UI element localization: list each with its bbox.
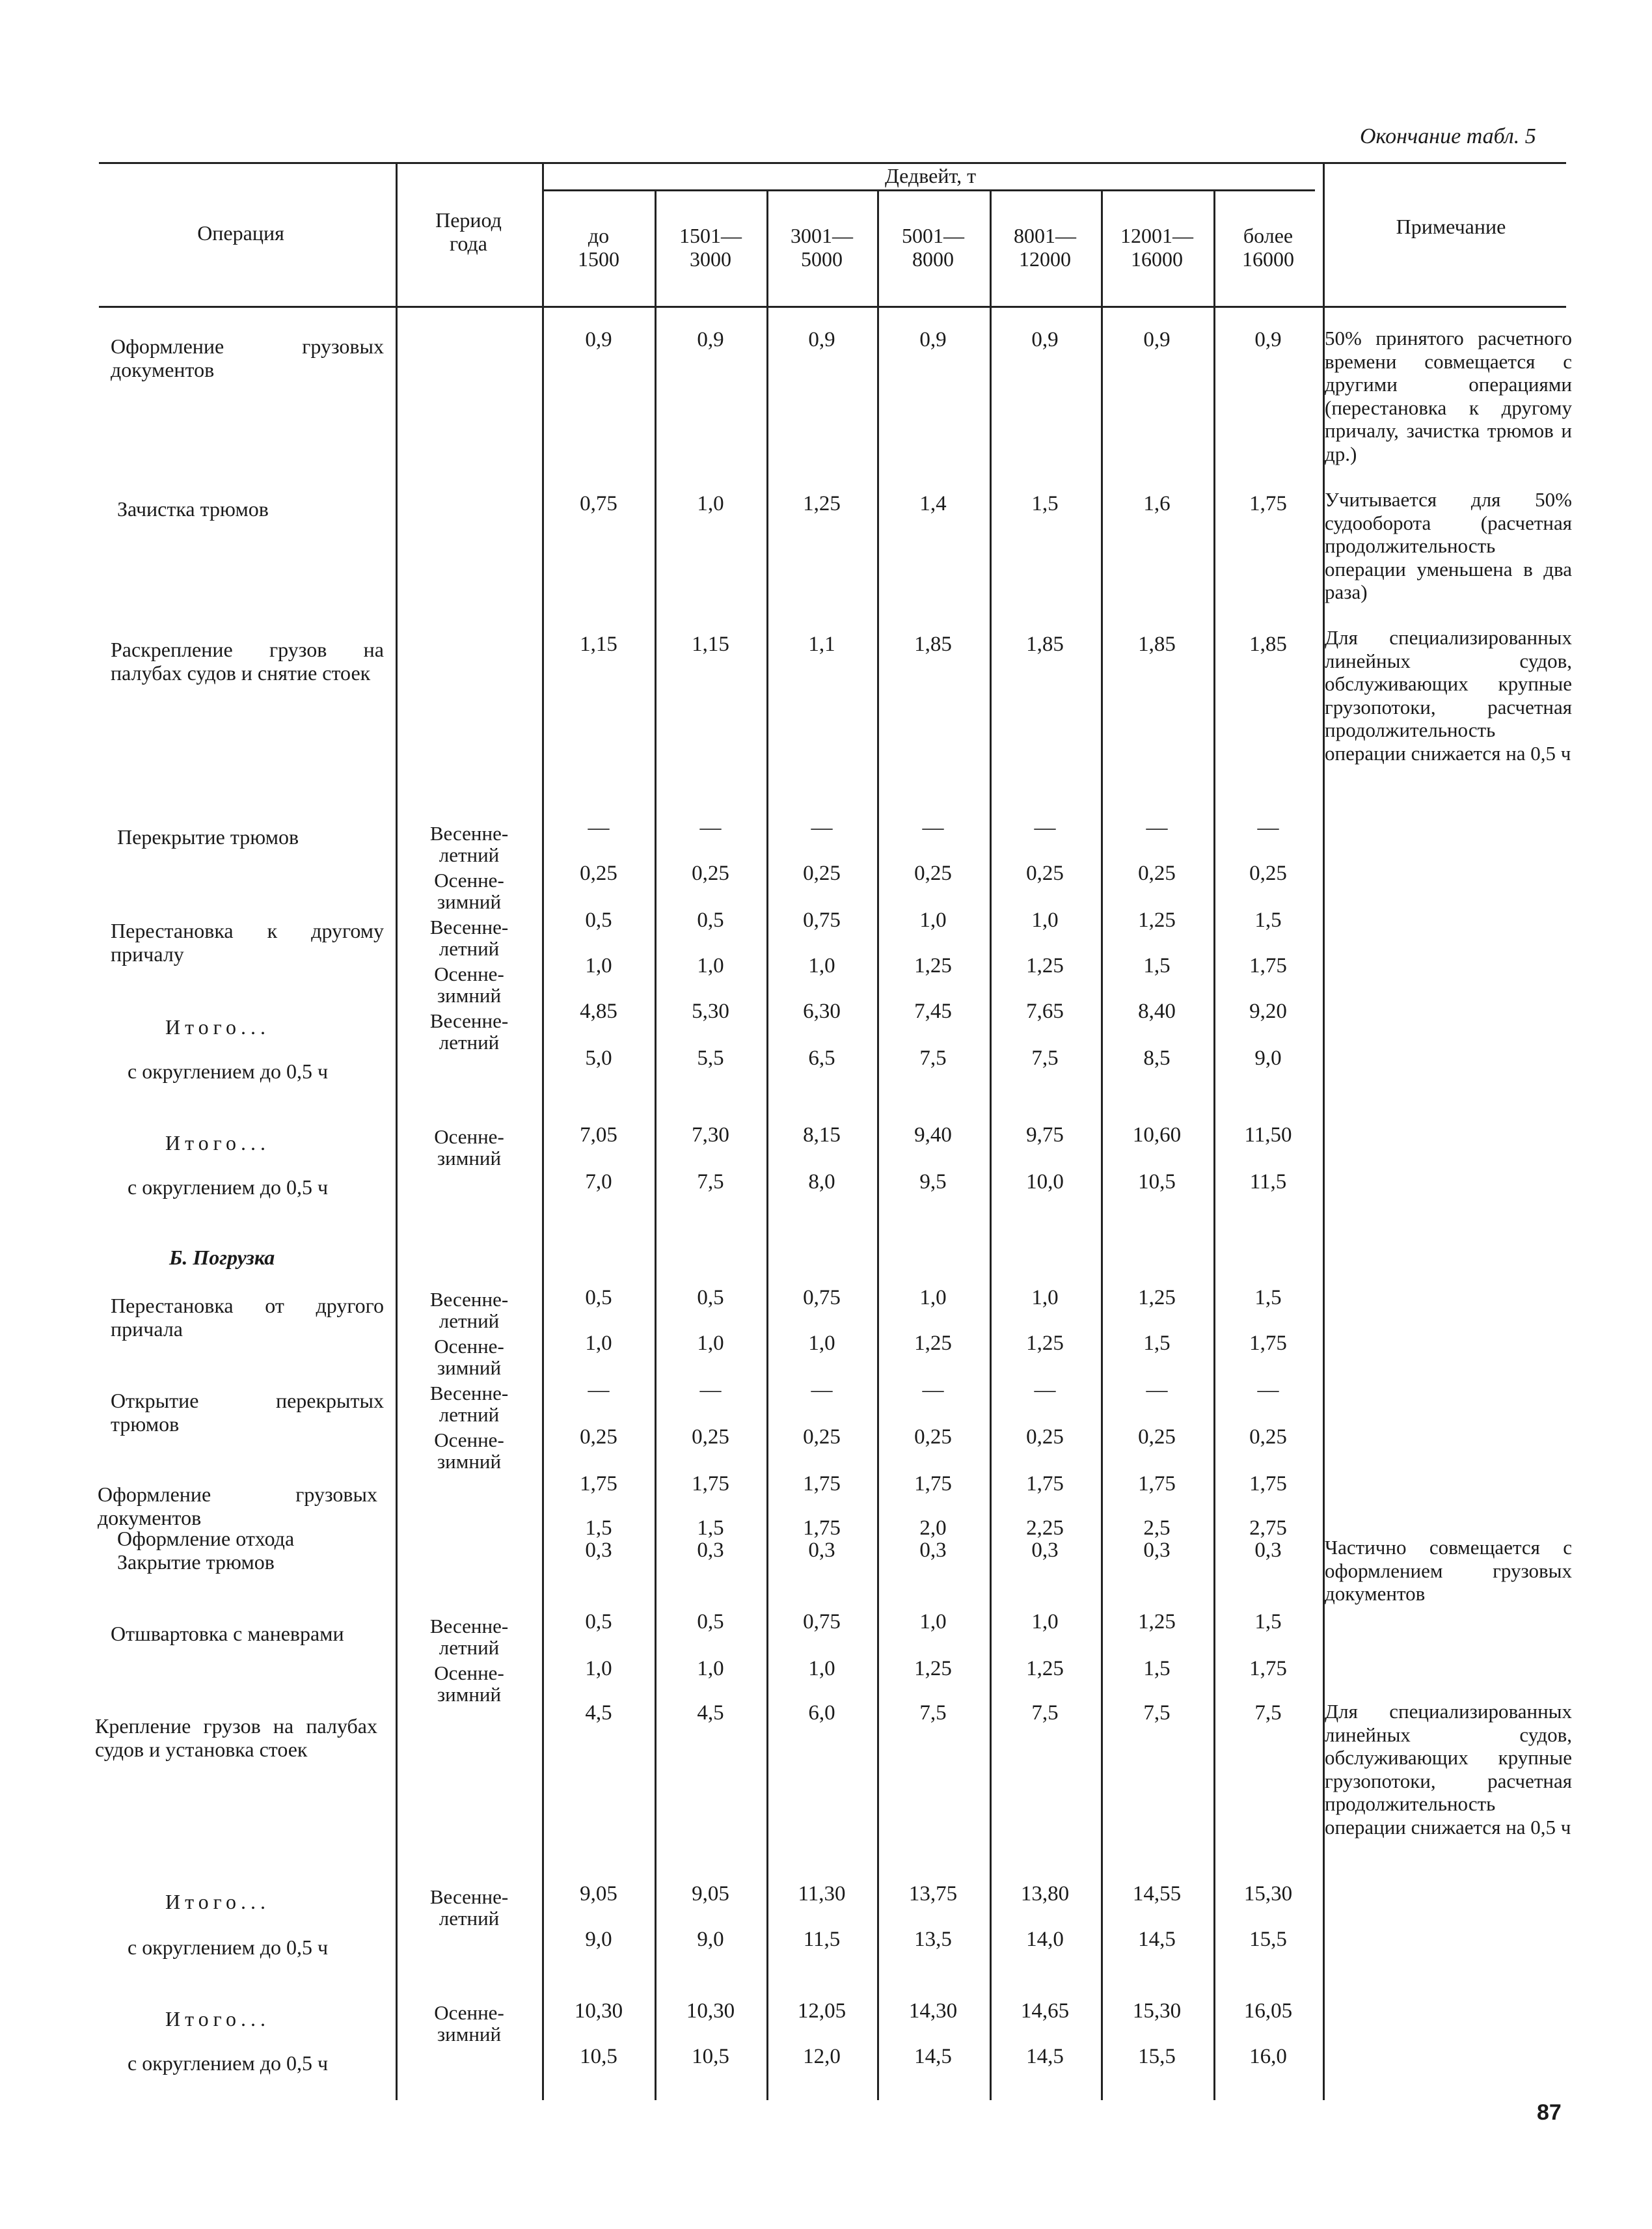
op-departure-documents: Оформление отхода (117, 1527, 295, 1550)
value-cell: 1,25 (1026, 1657, 1064, 1680)
section-b-loading: Б. Погрузка (169, 1246, 275, 1269)
value-cell: — (922, 816, 944, 840)
value-cell: 1,25 (803, 492, 841, 515)
value-cell: — (1257, 816, 1279, 840)
value-cell: 1,75 (692, 1472, 729, 1496)
dw-col-7-line2: 16000 (1242, 247, 1294, 271)
period-spring-summer: Весенне-летний (429, 1382, 509, 1426)
value-cell: 0,9 (1143, 328, 1171, 351)
value-cell: 1,0 (808, 954, 835, 978)
value-cell: 9,0 (697, 1928, 724, 1951)
value-cell: 7,5 (919, 1701, 947, 1725)
value-cell: 1,25 (1138, 909, 1176, 932)
value-cell: 1,75 (1249, 954, 1287, 978)
period-spring-summer: Весенне-летний (429, 822, 509, 866)
value-cell: 1,0 (1031, 909, 1059, 932)
value-cell: 7,65 (1026, 1000, 1064, 1023)
value-cell: 4,85 (580, 1000, 617, 1023)
period-spring-summer: Весенне-летний (429, 1009, 509, 1054)
value-cell: 1,5 (1254, 1286, 1282, 1309)
value-cell: 5,5 (697, 1046, 724, 1070)
value-cell: 6,30 (803, 1000, 841, 1023)
value-cell: 0,3 (697, 1538, 724, 1562)
value-cell: 0,25 (580, 862, 617, 885)
period-autumn-winter: Осенне-зимний (434, 1335, 504, 1379)
dw-col-5-line1: 8001— (1014, 224, 1076, 247)
op-move-to-other-berth: Перестановка к другому причалу (111, 919, 384, 966)
value-cell: 8,5 (1143, 1046, 1171, 1070)
value-cell: 0,25 (1249, 1425, 1287, 1449)
value-cell: 1,0 (585, 1332, 612, 1355)
value-cell: 1,75 (803, 1516, 841, 1540)
value-cell: 1,25 (914, 1332, 952, 1355)
value-cell: 1,0 (1031, 1610, 1059, 1634)
value-cell: 0,5 (697, 1610, 724, 1634)
op-lashing-cargo: Крепление грузов на палубах судов и установка стоек (95, 1714, 377, 1761)
value-cell: 1,0 (919, 909, 947, 932)
dw-col-7-line1: более (1243, 224, 1293, 247)
value-cell: 9,0 (585, 1928, 612, 1951)
header-deadweight: Дедвейт, т (884, 164, 977, 187)
value-cell: 2,75 (1249, 1516, 1287, 1540)
deadweight-rule (542, 189, 1315, 191)
value-cell: 0,3 (585, 1538, 612, 1562)
value-cell: 7,5 (697, 1170, 724, 1194)
value-cell: 1,0 (808, 1332, 835, 1355)
value-cell: 1,5 (1143, 1332, 1171, 1355)
value-cell: 0,5 (697, 1286, 724, 1309)
value-cell: 0,9 (1254, 328, 1282, 351)
note-specialized-liners: Для специализированных линейных судов, обслуживающих крупные грузопотоки, расчетная продолжительность операции снижается на 0,5 ч (1325, 626, 1572, 765)
op-rounded-3: с округлением до 0,5 ч (128, 1935, 329, 1959)
value-cell: 0,3 (919, 1538, 947, 1562)
dw-col-2-line2: 3000 (690, 247, 731, 271)
value-cell: 10,5 (692, 2045, 729, 2068)
op-move-from-other-berth: Перестановка от другого причала (111, 1294, 384, 1341)
value-cell: 1,25 (1138, 1610, 1176, 1634)
value-cell: 1,75 (1138, 1472, 1176, 1496)
value-cell: 1,0 (808, 1657, 835, 1680)
value-cell: 1,5 (1254, 1610, 1282, 1634)
dw-col-4-line2: 8000 (912, 247, 954, 271)
op-unmooring-maneuvers: Отшвартовка с маневрами (111, 1622, 344, 1645)
value-cell: 7,30 (692, 1123, 729, 1147)
value-cell: 0,25 (1026, 1425, 1064, 1449)
value-cell: 1,15 (692, 633, 729, 656)
value-cell: 1,4 (919, 492, 947, 515)
value-cell: 10,30 (686, 1999, 735, 2023)
value-cell: 11,30 (798, 1882, 846, 1906)
value-cell: 4,5 (697, 1701, 724, 1725)
value-cell: 14,65 (1020, 1999, 1070, 2023)
value-cell: 0,25 (1249, 862, 1287, 885)
value-cell: 14,5 (1026, 2045, 1064, 2068)
col-divider-dw5 (1101, 191, 1103, 2100)
value-cell: 15,30 (1132, 1999, 1182, 2023)
value-cell: — (699, 1378, 722, 1402)
value-cell: 0,3 (1031, 1538, 1059, 1562)
value-cell: 10,5 (580, 2045, 617, 2068)
value-cell: 0,25 (692, 1425, 729, 1449)
value-cell: 1,15 (580, 633, 617, 656)
value-cell: — (922, 1378, 944, 1402)
op-rounded-1: с округлением до 0,5 ч (128, 1060, 329, 1083)
value-cell: 9,75 (1026, 1123, 1064, 1147)
value-cell: 0,25 (1138, 1425, 1176, 1449)
value-cell: — (699, 816, 722, 840)
value-cell: 0,25 (914, 862, 952, 885)
period-spring-summer: Весенне-летний (429, 1288, 509, 1332)
value-cell: 1,0 (1031, 1286, 1059, 1309)
col-divider-dw6 (1213, 191, 1215, 2100)
value-cell: 15,5 (1138, 2045, 1176, 2068)
value-cell: 0,9 (919, 328, 947, 351)
value-cell: 1,85 (914, 633, 952, 656)
op-closing-holds: Закрытие трюмов (117, 1550, 275, 1574)
value-cell: 8,0 (808, 1170, 835, 1194)
value-cell: 14,5 (1138, 1928, 1176, 1951)
value-cell: 10,30 (574, 1999, 623, 2023)
value-cell: 15,5 (1249, 1928, 1287, 1951)
value-cell: 9,0 (1254, 1046, 1282, 1070)
dw-col-6-line1: 12001— (1120, 224, 1193, 247)
value-cell: 1,25 (914, 1657, 952, 1680)
value-cell: 11,5 (803, 1928, 841, 1951)
dw-col-6-line2: 16000 (1131, 247, 1183, 271)
value-cell: 0,25 (580, 1425, 617, 1449)
op-hold-cleaning: Зачистка трюмов (117, 497, 269, 521)
value-cell: 0,25 (1138, 862, 1176, 885)
period-autumn-winter: Осенне-зимний (434, 2001, 504, 2045)
value-cell: 1,85 (1249, 633, 1287, 656)
dw-col-2-line1: 1501— (679, 224, 742, 247)
period-autumn-winter: Осенне-зимний (434, 869, 504, 913)
value-cell: 0,25 (692, 862, 729, 885)
value-cell: 1,75 (1249, 492, 1287, 515)
value-cell: 1,75 (914, 1472, 952, 1496)
value-cell: 7,5 (1031, 1046, 1059, 1070)
value-cell: 9,40 (914, 1123, 952, 1147)
note-partially-combined: Частично совмещается с оформлением грузовых документов (1325, 1536, 1572, 1605)
value-cell: 9,05 (580, 1882, 617, 1906)
value-cell: 7,0 (585, 1170, 612, 1194)
op-rounded-4: с округлением до 0,5 ч (128, 2051, 329, 2075)
value-cell: 8,15 (803, 1123, 841, 1147)
value-cell: 1,5 (697, 1516, 724, 1540)
period-spring-summer: Весенне-летний (429, 1615, 509, 1659)
value-cell: 1,5 (1031, 492, 1059, 515)
value-cell: — (1146, 1378, 1168, 1402)
value-cell: 7,5 (1031, 1701, 1059, 1725)
table-continuation-caption: Окончание табл. 5 (1360, 124, 1536, 148)
value-cell: 15,30 (1243, 1882, 1293, 1906)
value-cell: 1,85 (1026, 633, 1064, 656)
value-cell: 14,30 (908, 1999, 958, 2023)
col-divider-operation (396, 164, 398, 2100)
value-cell: 14,0 (1026, 1928, 1064, 1951)
value-cell: 16,05 (1243, 1999, 1293, 2023)
note-specialized-liners-b: Для специализированных линейных судов, обслуживающих крупные грузопотоки, расчетная продолжительность операции снижается на 0,5 ч (1325, 1700, 1572, 1839)
value-cell: 0,25 (803, 1425, 841, 1449)
value-cell: 0,25 (914, 1425, 952, 1449)
op-cargo-documents-b: Оформление грузовых документов (98, 1483, 377, 1529)
value-cell: — (588, 1378, 610, 1402)
value-cell: 1,1 (808, 633, 835, 656)
dw-col-4-line1: 5001— (902, 224, 964, 247)
value-cell: 1,0 (697, 492, 724, 515)
value-cell: 4,5 (585, 1701, 612, 1725)
value-cell: 12,05 (797, 1999, 846, 2023)
value-cell: 6,5 (808, 1046, 835, 1070)
value-cell: 10,0 (1026, 1170, 1064, 1194)
dw-col-5-line2: 12000 (1019, 247, 1071, 271)
value-cell: 1,5 (1254, 909, 1282, 932)
value-cell: 1,0 (585, 1657, 612, 1680)
value-cell: 1,75 (1249, 1332, 1287, 1355)
dw-col-3-line1: 3001— (791, 224, 853, 247)
value-cell: 0,5 (697, 909, 724, 932)
value-cell: 14,5 (914, 2045, 952, 2068)
value-cell: 14,55 (1132, 1882, 1182, 1906)
value-cell: 0,75 (580, 492, 617, 515)
value-cell: — (811, 1378, 833, 1402)
value-cell: 13,5 (914, 1928, 952, 1951)
value-cell: 0,9 (1031, 328, 1059, 351)
op-total-1: Итого... (165, 1015, 270, 1039)
value-cell: 1,75 (803, 1472, 841, 1496)
value-cell: 0,3 (808, 1538, 835, 1562)
op-unlashing-cargo: Раскрепление грузов на палубах судов и снятие стоек (111, 638, 384, 685)
op-total-4: Итого... (165, 2007, 270, 2031)
col-divider-dw1 (655, 191, 657, 2100)
value-cell: 1,25 (1138, 1286, 1176, 1309)
op-cargo-documents: Оформление грузовых документов (111, 335, 384, 381)
period-spring-summer: Весенне-летний (429, 1885, 509, 1930)
value-cell: 10,5 (1138, 1170, 1176, 1194)
value-cell: — (1146, 816, 1168, 840)
period-autumn-winter: Осенне-зимний (434, 1429, 504, 1473)
value-cell: 1,25 (1026, 954, 1064, 978)
value-cell: 1,5 (1143, 1657, 1171, 1680)
value-cell: 1,0 (585, 954, 612, 978)
value-cell: 7,45 (914, 1000, 952, 1023)
value-cell: 1,75 (1249, 1657, 1287, 1680)
value-cell: 2,5 (1143, 1516, 1171, 1540)
header-period: Период года (435, 208, 502, 255)
value-cell: 7,05 (580, 1123, 617, 1147)
header-note: Примечание (1396, 215, 1506, 238)
dw-col-3-line2: 5000 (801, 247, 843, 271)
value-cell: 10,60 (1132, 1123, 1182, 1147)
value-cell: 1,6 (1143, 492, 1171, 515)
note-half-turnover: Учитывается для 50% судооборота (расчетная продолжительность операции уменьшена в два раза) (1325, 488, 1572, 603)
value-cell: 1,5 (1143, 954, 1171, 978)
col-divider-period (542, 164, 544, 2100)
value-cell: 1,0 (697, 954, 724, 978)
value-cell: 1,75 (1249, 1472, 1287, 1496)
op-total-2: Итого... (165, 1131, 270, 1155)
value-cell: 0,5 (585, 1286, 612, 1309)
value-cell: 0,9 (808, 328, 835, 351)
note-combined-time: 50% принятого расчетного времени совмещается с другими операциями (перестановка к другому причалу, зачистка трюмов и др.) (1325, 327, 1572, 465)
value-cell: 0,9 (697, 328, 724, 351)
value-cell: — (588, 816, 610, 840)
value-cell: 6,0 (808, 1701, 835, 1725)
value-cell: 0,9 (585, 328, 612, 351)
period-autumn-winter: Осенне-зимний (434, 1661, 504, 1706)
value-cell: 0,75 (803, 1610, 841, 1634)
value-cell: 8,40 (1138, 1000, 1176, 1023)
value-cell: 0,3 (1143, 1538, 1171, 1562)
value-cell: — (1034, 1378, 1056, 1402)
value-cell: 1,0 (919, 1286, 947, 1309)
value-cell: 0,75 (803, 1286, 841, 1309)
value-cell: 12,0 (803, 2045, 841, 2068)
value-cell: 1,75 (1026, 1472, 1064, 1496)
value-cell: 1,0 (697, 1332, 724, 1355)
value-cell: 7,5 (919, 1046, 947, 1070)
header-bottom-rule (99, 306, 1566, 308)
value-cell: — (811, 816, 833, 840)
top-rule (99, 162, 1566, 164)
value-cell: 16,0 (1249, 2045, 1287, 2068)
page-number: 87 (1537, 2100, 1562, 2125)
period-spring-summer: Весенне-летний (429, 916, 509, 960)
value-cell: 1,0 (919, 1610, 947, 1634)
op-total-3: Итого... (165, 1890, 270, 1913)
value-cell: 5,0 (585, 1046, 612, 1070)
col-divider-dw3 (877, 191, 879, 2100)
value-cell: 7,5 (1254, 1701, 1282, 1725)
value-cell: 1,25 (1026, 1332, 1064, 1355)
value-cell: — (1257, 1378, 1279, 1402)
value-cell: 2,25 (1026, 1516, 1064, 1540)
value-cell: 1,75 (580, 1472, 617, 1496)
op-rounded-2: с округлением до 0,5 ч (128, 1175, 329, 1199)
period-autumn-winter: Осенне-зимний (434, 963, 504, 1007)
value-cell: 13,75 (908, 1882, 958, 1906)
value-cell: 9,05 (692, 1882, 729, 1906)
value-cell: 1,0 (697, 1657, 724, 1680)
value-cell: 0,5 (585, 909, 612, 932)
header-operation: Операция (197, 221, 284, 245)
value-cell: — (1034, 816, 1056, 840)
value-cell: 0,5 (585, 1610, 612, 1634)
value-cell: 0,3 (1254, 1538, 1282, 1562)
value-cell: 0,25 (1026, 862, 1064, 885)
col-divider-dw2 (766, 191, 768, 2100)
value-cell: 11,5 (1249, 1170, 1287, 1194)
value-cell: 9,5 (919, 1170, 947, 1194)
dw-col-1-line1: до (588, 224, 610, 247)
op-hold-covering: Перекрытие трюмов (117, 825, 299, 849)
value-cell: 11,50 (1244, 1123, 1292, 1147)
dw-col-1-line2: 1500 (578, 247, 619, 271)
value-cell: 13,80 (1020, 1882, 1070, 1906)
value-cell: 1,25 (914, 954, 952, 978)
value-cell: 9,20 (1249, 1000, 1287, 1023)
value-cell: 0,25 (803, 862, 841, 885)
op-opening-covered-holds: Открытие перекрытых трюмов (111, 1389, 384, 1436)
value-cell: 7,5 (1143, 1701, 1171, 1725)
col-divider-dw4 (990, 191, 992, 2100)
value-cell: 0,75 (803, 909, 841, 932)
value-cell: 2,0 (919, 1516, 947, 1540)
value-cell: 1,5 (585, 1516, 612, 1540)
period-autumn-winter: Осенне-зимний (434, 1125, 504, 1169)
value-cell: 5,30 (692, 1000, 729, 1023)
value-cell: 1,85 (1138, 633, 1176, 656)
